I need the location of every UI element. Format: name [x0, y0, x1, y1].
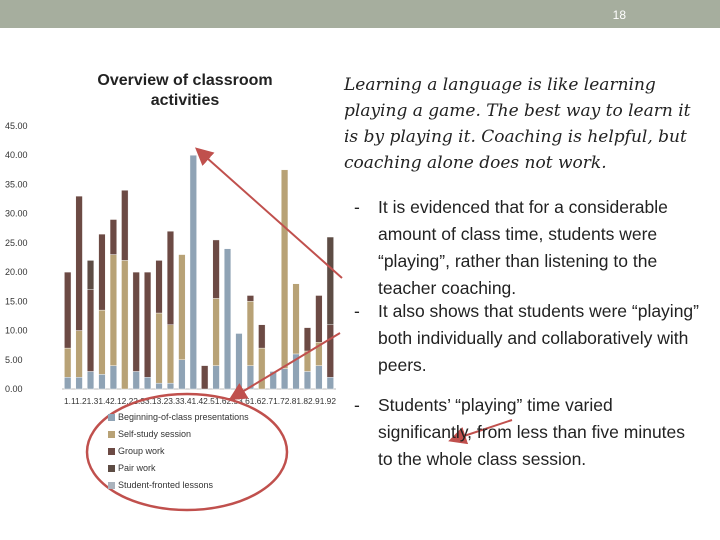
bar-segment: [316, 366, 323, 389]
bullet-item: [354, 298, 704, 392]
legend-label: Beginning-of-class presentations: [118, 412, 249, 422]
bar-segment: [247, 301, 254, 365]
bar-segment: [304, 371, 311, 389]
bar-segment: [133, 371, 140, 389]
bar-segment: [133, 272, 140, 371]
bar-segment: [64, 377, 71, 389]
bar-segment: [87, 260, 94, 289]
bullet-list: [354, 194, 704, 473]
bar-segment: [281, 170, 288, 369]
legend-swatch: [108, 431, 115, 438]
bar-segment: [121, 260, 128, 389]
y-tick-label: 10.00: [5, 325, 28, 336]
bar-segment: [281, 369, 288, 389]
bar-segment: [179, 360, 186, 389]
bullet-dash: -: [354, 395, 360, 415]
bar-segment: [64, 348, 71, 377]
y-tick-label: 5.00: [5, 354, 23, 365]
legend-swatch: [108, 414, 115, 421]
bar-segment: [258, 325, 265, 348]
bar-segment: [110, 366, 117, 389]
bullet-item: [354, 194, 704, 298]
chart-title: Overview of classroom activities: [97, 72, 273, 109]
bullet-dash: -: [354, 197, 360, 217]
y-tick-label: 45.00: [5, 121, 28, 131]
bar-segment: [99, 374, 106, 389]
quote-text: Learning a language is like learning playing a game. The best way to learn it is by playing it. Coaching is helpful, but coaching alone does not work.: [344, 75, 691, 173]
bar-segment: [213, 298, 220, 365]
bar-segment: [87, 371, 94, 389]
bar-segment: [258, 348, 265, 389]
bar-segment: [99, 310, 106, 374]
bar-segment: [167, 325, 174, 383]
bar-segment: [144, 377, 151, 389]
bar-segment: [224, 249, 231, 389]
legend-label: Self-study session: [118, 429, 192, 439]
bar-segment: [110, 220, 117, 255]
bullet-text: It also shows that students were “playing” both individually and collaboratively with peers.: [378, 301, 699, 375]
bar-segment: [156, 313, 163, 383]
y-tick-label: 15.00: [5, 296, 28, 307]
legend-swatch: [108, 448, 115, 455]
bar-segment: [201, 366, 208, 389]
y-tick-label: 0.00: [5, 384, 23, 394]
x-tick-labels: 1.11.21.31.42.12.22.33.13.23.33.41.42.51.62.53.61.62.71.72.81.82.91.92: [64, 397, 337, 406]
bar-segment: [316, 295, 323, 342]
y-tick-label: 40.00: [5, 150, 28, 161]
bar-segment: [64, 272, 71, 348]
y-tick-label: 20.00: [5, 267, 28, 278]
legend-swatch: [108, 482, 115, 489]
bar-segment: [87, 290, 94, 372]
bar-segment: [156, 383, 163, 389]
bar-segment: [76, 196, 83, 330]
bar-segment: [121, 190, 128, 260]
slide-number: 18: [612, 8, 626, 22]
legend-label: Student-fronted lessons: [118, 480, 214, 490]
bullet-dash: -: [354, 301, 360, 321]
legend-label: Group work: [118, 446, 165, 456]
bullet-text: Students’ “playing” time varied significantly, from less than five minutes to the whole class session.: [378, 395, 686, 469]
bar-segment: [167, 383, 174, 389]
bullet-item: [354, 392, 704, 473]
bar-segment: [327, 237, 334, 325]
bar-segment: [247, 295, 254, 301]
y-tick-label: 25.00: [5, 237, 28, 248]
bar-segment: [99, 234, 106, 310]
y-tick-label: 30.00: [5, 208, 28, 219]
bar-segment: [76, 377, 83, 389]
bar-segment: [213, 240, 220, 298]
bar-segment: [179, 255, 186, 360]
bar-segment: [76, 331, 83, 378]
legend-swatch: [108, 465, 115, 472]
bar-segment: [144, 272, 151, 377]
bar-segment: [327, 325, 334, 378]
bar-segment: [213, 366, 220, 389]
y-tick-label: 35.00: [5, 179, 28, 190]
bar-segment: [110, 255, 117, 366]
legend-label: Pair work: [118, 463, 156, 473]
bar-segment: [327, 377, 334, 389]
bar-segment: [236, 333, 243, 389]
bar-segment: [190, 155, 197, 389]
bar-segment: [304, 328, 311, 351]
bar-segment: [293, 284, 300, 354]
bar-segment: [156, 260, 163, 313]
bar-segment: [167, 231, 174, 325]
bullet-text: It is evidenced that for a considerable amount of class time, students were “playing”, rather than listening to the teacher coaching.: [378, 197, 668, 298]
